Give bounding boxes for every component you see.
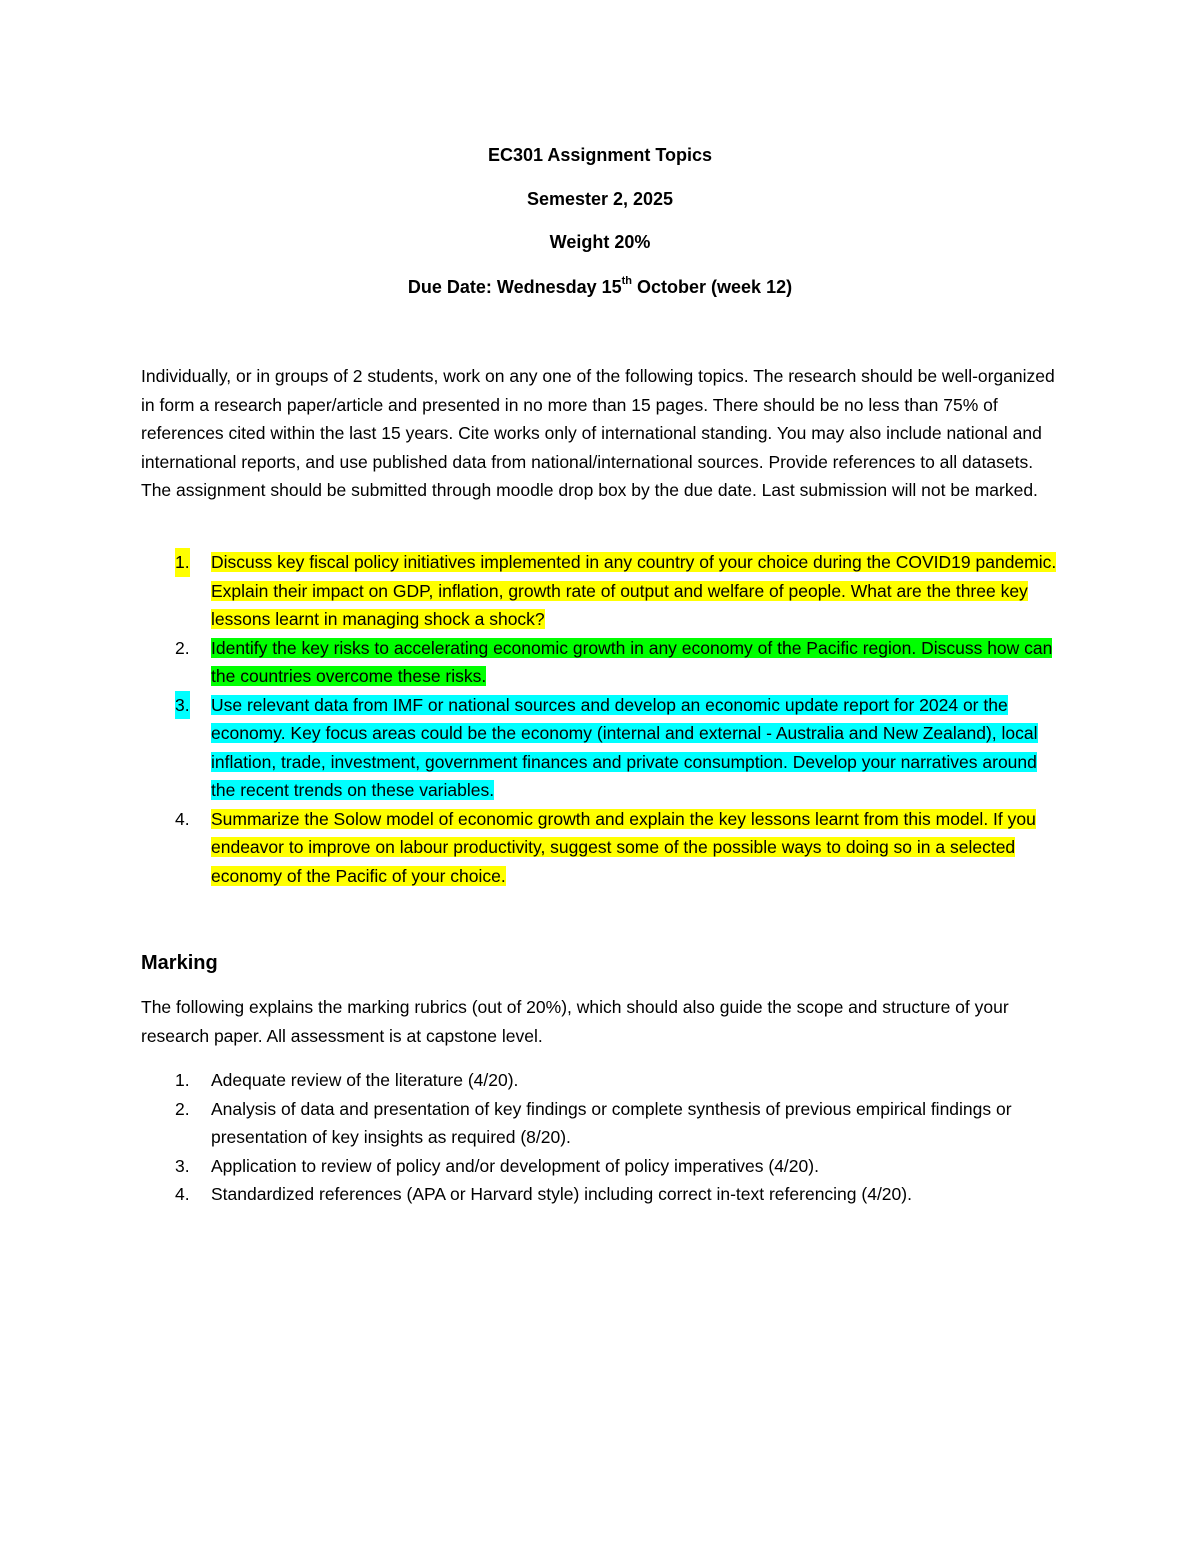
rubric-item bbox=[141, 1095, 1061, 1152]
rubric-number: 3. bbox=[175, 1155, 190, 1176]
rubric-number: 2. bbox=[175, 1098, 190, 1119]
topics-list bbox=[141, 548, 1061, 890]
topic-number: 4. bbox=[175, 808, 190, 829]
rubric-number: 4. bbox=[175, 1184, 190, 1204]
document-title: EC301 Assignment Topics bbox=[487, 145, 713, 165]
rubric-item bbox=[141, 1180, 1061, 1209]
rubric-text: Application to review of policy and/or development of policy imperatives (4/20). bbox=[211, 1155, 819, 1176]
rubric-item bbox=[141, 1152, 1061, 1181]
topic-item bbox=[141, 548, 1061, 634]
topic-item bbox=[141, 805, 1061, 891]
weight-line: Weight 20% bbox=[549, 232, 651, 252]
topic-number: 1. bbox=[175, 548, 190, 577]
topic-item bbox=[141, 691, 1061, 805]
topic-number: 3. bbox=[175, 691, 190, 720]
rubric-item bbox=[141, 1066, 1061, 1095]
topic-number: 2. bbox=[175, 637, 190, 658]
topic-text: Identify the key risks to accelerating economic growth in any economy of the Pacific region. Discuss how can the countries overcome these risks. bbox=[211, 637, 1053, 686]
due-date-prefix: Due Date: Wednesday 15 bbox=[407, 277, 622, 297]
rubric-text: Adequate review of the literature (4/20). bbox=[211, 1070, 519, 1090]
topic-text: Summarize the Solow model of economic growth and explain the key lessons learnt from this model. If you endeavor to improve on labour productivity, suggest some of the possible ways to doing so in a selected economy of the Pacific of your choice. bbox=[211, 808, 1036, 886]
topic-text: Use relevant data from IMF or national sources and develop an economic update report for 2024 or the economy. Key focus areas could be the economy (internal and external - Australia and New Zealand), local inflation, trade, investment, government finances and private consumption. Develop your narratives around the recent trends on these variables. bbox=[211, 694, 1038, 800]
topic-text: Discuss key fiscal policy initiatives implemented in any country of your choice during the COVID19 pandemic. Explain their impact on GDP, inflation, growth rate of output and welfare of people. What are the three key lessons learnt in managing shock a shock? bbox=[211, 552, 1057, 629]
marking-intro-paragraph: The following explains the marking rubrics (out of 20%), which should also guide the scope and structure of your research paper. All assessment is at capstone level. bbox=[141, 997, 1009, 1046]
rubric-text: Standardized references (APA or Harvard style) including correct in-text referencing (4/20). bbox=[211, 1184, 912, 1204]
due-date-superscript: th bbox=[621, 275, 633, 287]
marking-heading: Marking bbox=[141, 952, 218, 974]
rubric-text: Analysis of data and presentation of key findings or complete synthesis of previous empirical findings or presentation of key insights as required (8/20). bbox=[211, 1098, 1012, 1147]
semester-line: Semester 2, 2025 bbox=[526, 189, 674, 209]
rubric-number: 1. bbox=[175, 1070, 190, 1090]
intro-paragraph: Individually, or in groups of 2 students, work on any one of the following topics. The research should be well-organized in form a research paper/article and presented in no more than 15 pages. There should be no less than 75% of references cited within the last 15 years. Cite works only of international standing. You may also include national and international reports, and use published data from national/international sources. Provide references to all datasets. The assignment should be submitted through moodle drop box by the due date. Last submission will not be marked. bbox=[141, 366, 1055, 500]
due-date-suffix: October (week 12) bbox=[632, 277, 793, 297]
due-date-line bbox=[0, 275, 1200, 299]
topic-item bbox=[141, 634, 1061, 691]
marking-rubric-list bbox=[141, 1066, 1061, 1209]
